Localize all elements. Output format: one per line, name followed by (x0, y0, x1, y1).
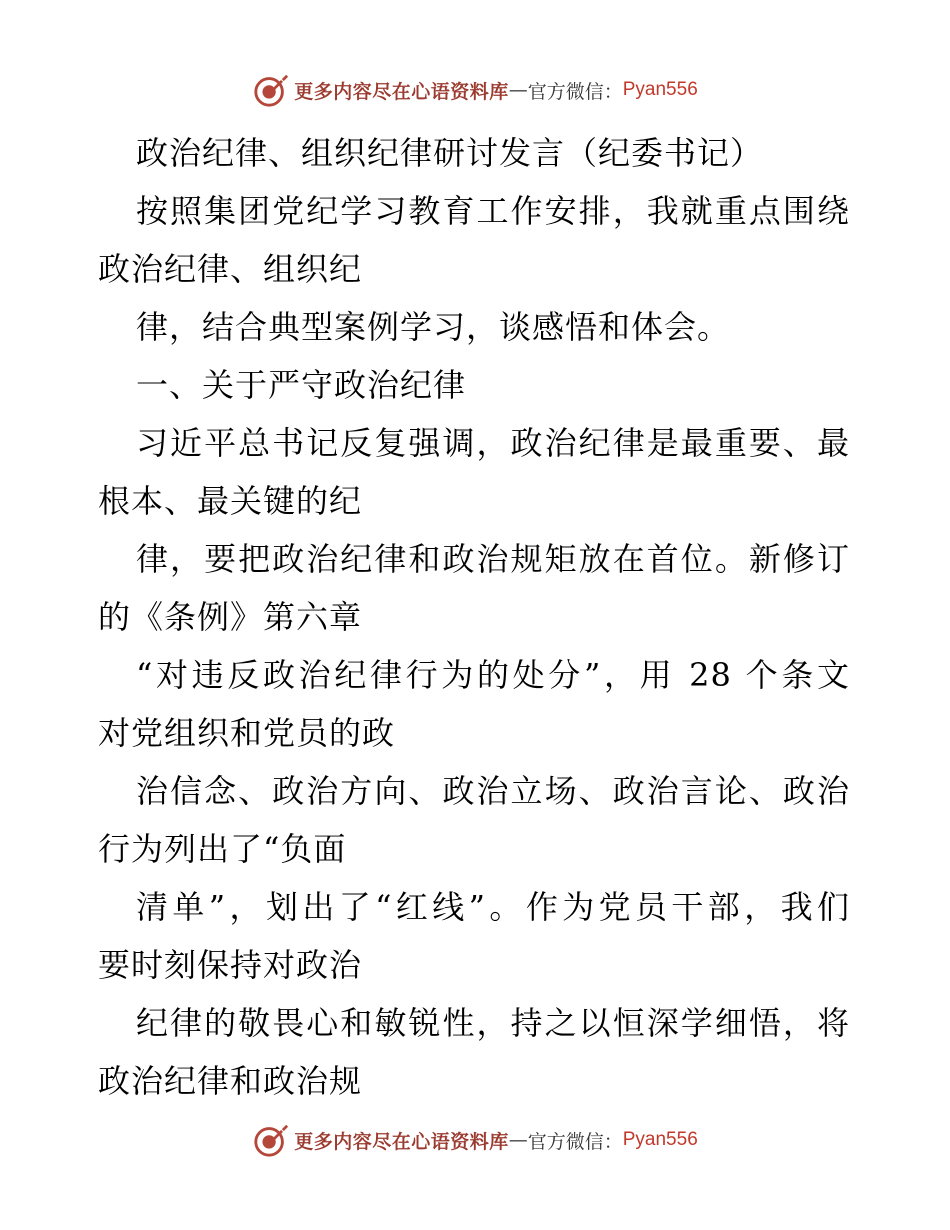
text-line: 的《条例》第六章 (98, 598, 363, 636)
watermark-banner-bottom (0, 1120, 950, 1160)
text-line: 对党组织和党员的政 (98, 714, 396, 752)
text-line: 习近平总书记反复强调，政治纪律是最重要、最 (136, 424, 850, 462)
watermark-wechat-id: Pyan556 (622, 1129, 698, 1150)
text-line: 政治纪律和政治规 (98, 1062, 363, 1100)
text-line: “对违反政治纪律行为的处分”，用 28 个条文 (136, 656, 850, 694)
text-line: 根本、最关键的纪 (98, 482, 363, 520)
text-line: 政治纪律、组织纪 (98, 250, 363, 288)
pen-logo-icon (252, 1121, 290, 1159)
watermark-main-text: 更多内容尽在心语资料库 (294, 1130, 509, 1153)
text-line: 律，结合典型案例学习，谈感悟和体会。 (136, 308, 731, 346)
watermark-banner-top (0, 70, 950, 110)
watermark-main-text: 更多内容尽在心语资料库 (294, 80, 509, 103)
text-line: 治信念、政治方向、政治立场、政治言论、政治 (136, 772, 850, 810)
text-line: 行为列出了“负面 (98, 830, 347, 868)
text-line: 纪律的敬畏心和敏锐性，持之以恒深学细悟，将 (136, 1004, 850, 1042)
pen-logo-icon (252, 71, 290, 109)
document-body (98, 124, 850, 1110)
text-line: 按照集团党纪学习教育工作安排，我就重点围绕 (136, 192, 850, 230)
text-line: 要时刻保持对政治 (98, 946, 363, 984)
text-line: 律，要把政治纪律和政治规矩放在首位。新修订 (136, 540, 850, 578)
watermark-sub-text: 官方微信： (527, 80, 623, 103)
text-line: 清单”，划出了“红线”。作为党员干部，我们 (136, 888, 850, 926)
section-heading: 一、关于严守政治纪律 (136, 366, 467, 404)
watermark-sub-text: 官方微信： (527, 1130, 623, 1153)
document-title: 政治纪律、组织纪律研讨发言（纪委书记） (136, 134, 764, 172)
watermark-wechat-id: Pyan556 (622, 79, 698, 100)
watermark-dash: — (508, 79, 528, 101)
watermark-dash: — (508, 1129, 528, 1151)
